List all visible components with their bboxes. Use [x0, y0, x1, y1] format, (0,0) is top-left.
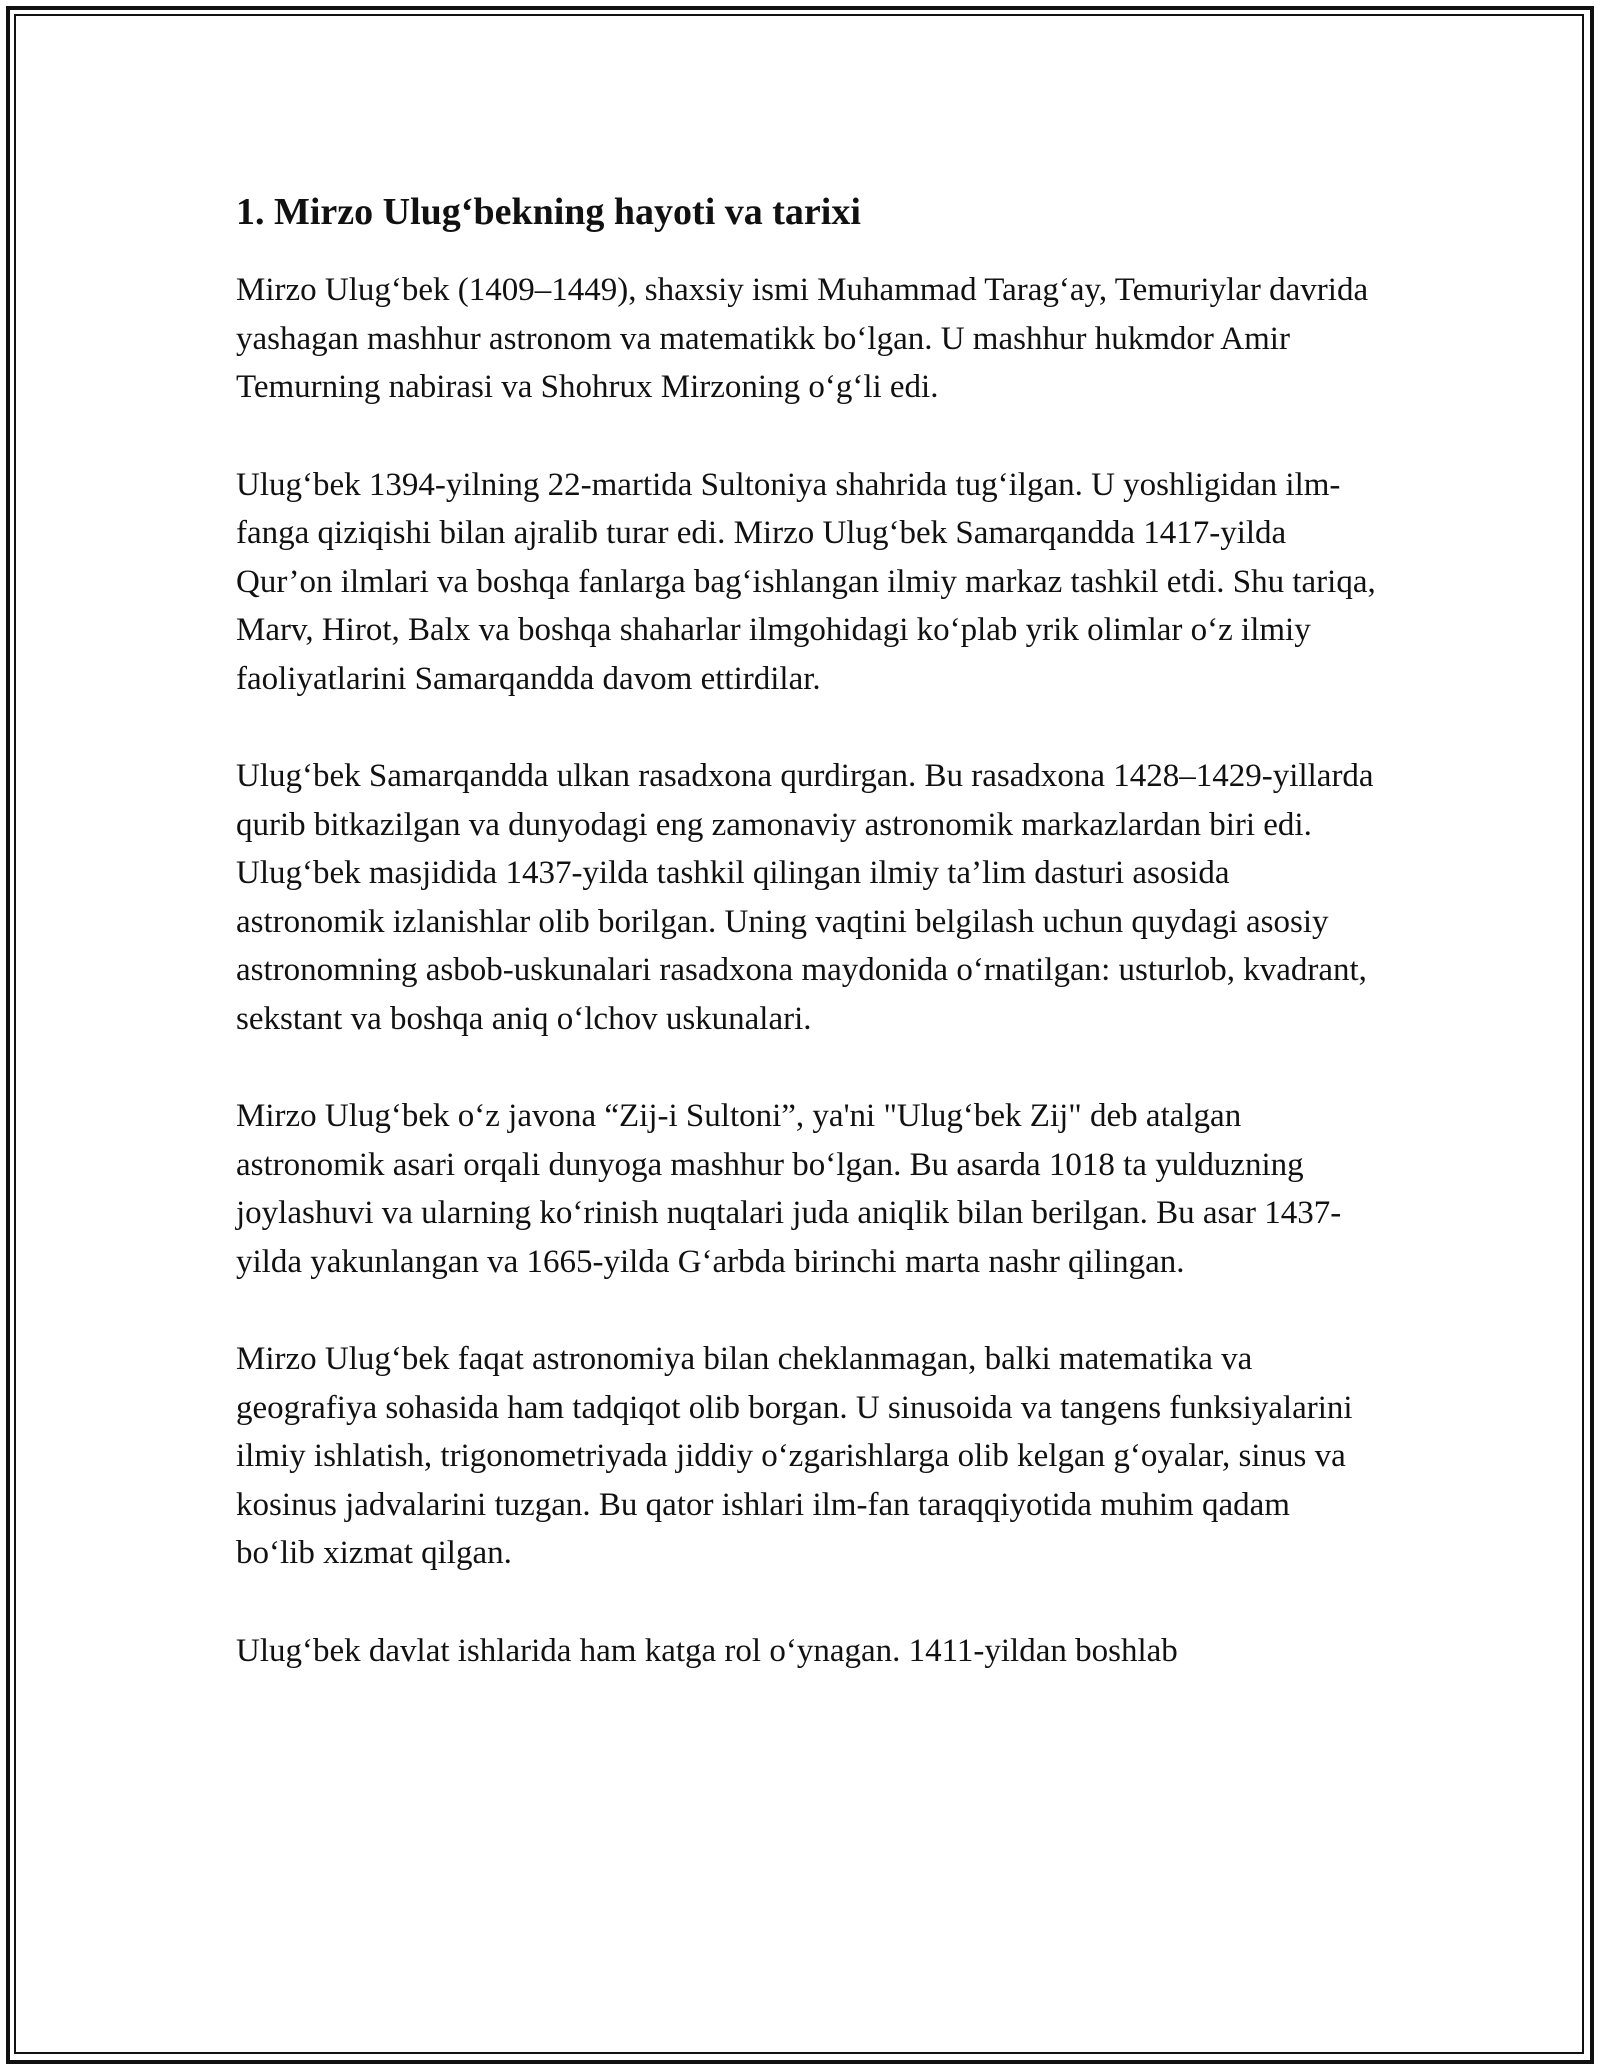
paragraph-4: Mirzo Ulug‘bek o‘z javona “Zij-i Sultoni”, ya'ni "Ulug‘bek Zij" deb atalgan astronomik asari orqali dunyoga mashhur bo‘lgan. Bu asarda 1018 ta yulduzning joylashuvi va ularning ko‘rinish nuqtalari juda aniqlik bilan berilgan. Bu asar 1437-yilda yakunlangan va 1665-yilda G‘arbda birinchi marta nashr qilingan.: [236, 1098, 1342, 1280]
paragraph-6: Ulug‘bek davlat ishlarida ham katga rol o‘ynagan. 1411-yildan boshlab: [236, 1632, 1178, 1669]
document-body: [236, 186, 1376, 1724]
paragraph-3: Ulug‘bek Samarqandda ulkan rasadxona qurdirgan. Bu rasadxona 1428–1429-yillarda qurib bitkazilgan va dunyodagi eng zamonaviy astronomik markazlardan biri edi. Ulug‘bek masjidida 1437-yilda tashkil qilingan ilmiy ta’lim dasturi asosida astronomik izlanishlar olib borilgan. Uning vaqtini belgilash uchun quydagi asosiy astronomning asbob-uskunalari rasadxona maydonida o‘rnatilgan: usturlob, kvadrant, sekstant va boshqa aniq o‘lchov uskunalari.: [236, 758, 1374, 1037]
section-heading: 1. Mirzo Ulug‘bekning hayoti va tarixi: [236, 191, 861, 233]
paragraph-1: Mirzo Ulug‘bek (1409–1449), shaxsiy ismi Muhammad Tarag‘ay, Temuriylar davrida yashagan mashhur astronom va matematikk bo‘lgan. U mashhur hukmdor Amir Temurning nabirasi va Shohrux Mirzoning o‘g‘li edi.: [236, 272, 1369, 405]
paragraph-2: Ulug‘bek 1394-yilning 22-martida Sultoniya shahrida tug‘ilgan. U yoshligidan ilm-fanga qiziqishi bilan ajralib turar edi. Mirzo Ulug‘bek Samarqandda 1417-yilda Qur’on ilmlari va boshqa fanlarga bag‘ishlangan ilmiy markaz tashkil etdi. Shu tariqa, Marv, Hirot, Balx va boshqa shaharlar ilmgohidagi ko‘plab yrik olimlar o‘z ilmiy faoliyatlarini Samarqandda davom ettirdilar.: [236, 466, 1376, 697]
paragraph-5: Mirzo Ulug‘bek faqat astronomiya bilan cheklanmagan, balki matematika va geografiya sohasida ham tadqiqot olib borgan. U sinusoida va tangens funksiyalarini ilmiy ishlatish, trigonometriyada jiddiy o‘zgarishlarga olib kelgan g‘oyalar, sinus va kosinus jadvalarini tuzgan. Bu qator ishlari ilm-fan taraqqiyotida muhim qadam bo‘lib xizmat qilgan.: [236, 1341, 1353, 1571]
